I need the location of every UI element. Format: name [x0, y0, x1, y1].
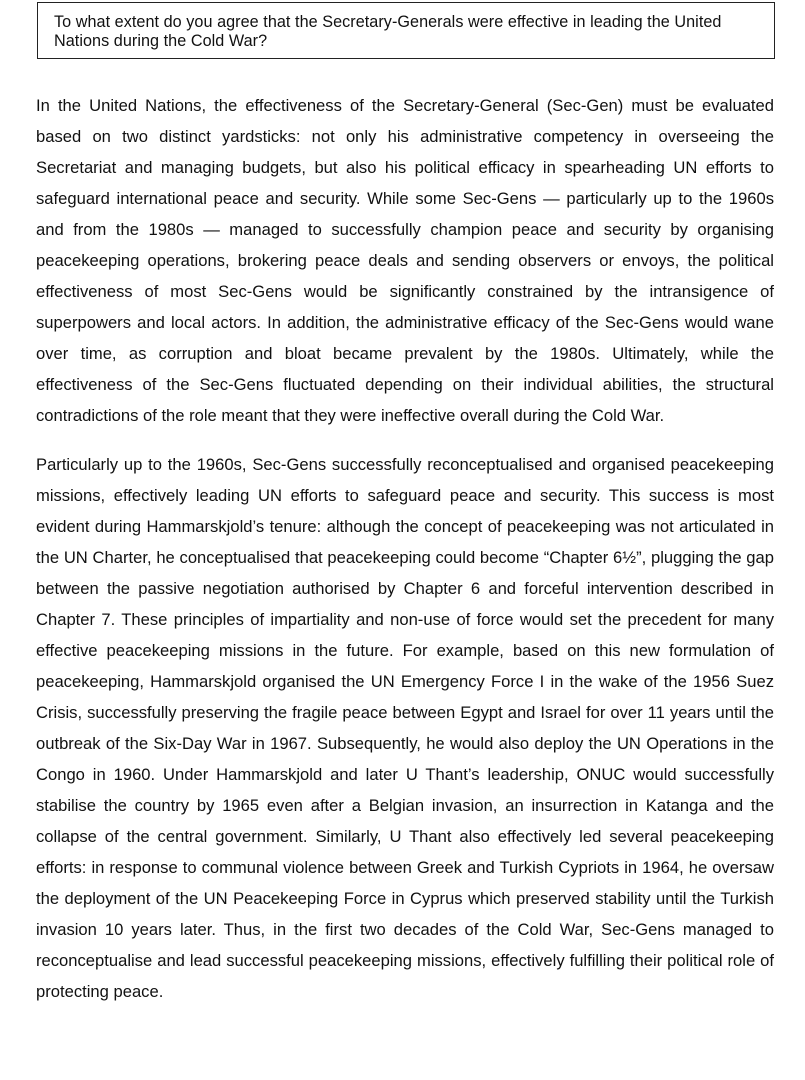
essay-question: To what extent do you agree that the Secretary-Generals were effective in leading the United Nations during the Cold War?: [54, 13, 722, 50]
essay-body: [36, 90, 774, 1007]
body-paragraph: Particularly up to the 1960s, Sec-Gens successfully reconceptualised and organised peacekeeping missions, effectively leading UN efforts to safeguard peace and security. This success is most evident during Hammarskjold’s tenure: although the concept of peacekeeping was not articulated in the UN Charter, he conceptualised that peacekeeping could become “Chapter 6½”, plugging the gap between the passive negotiation authorised by Chapter 6 and forceful intervention described in Chapter 7. These principles of impartiality and non-use of force would set the precedent for many effective peacekeeping missions in the future. For example, based on this new formulation of peacekeeping, Hammarskjold organised the UN Emergency Force I in the wake of the 1956 Suez Crisis, successfully preserving the fragile peace between Egypt and Israel for over 11 years until the outbreak of the Six-Day War in 1967. Subsequently, he would also deploy the UN Operations in the Congo in 1960. Under Hammarskjold and later U Thant’s leadership, ONUC would successfully stabilise the country by 1965 even after a Belgian invasion, an insurrection in Katanga and the collapse of the central government. Similarly, U Thant also effectively led several peacekeeping efforts: in response to communal violence between Greek and Turkish Cypriots in 1964, he oversaw the deployment of the UN Peacekeeping Force in Cyprus which preserved stability until the Turkish invasion 10 years later. Thus, in the first two decades of the Cold War, Sec-Gens managed to reconceptualise and lead successful peacekeeping missions, effectively fulfilling their political role of protecting peace.: [36, 455, 774, 1001]
intro-paragraph: In the United Nations, the effectiveness of the Secretary-General (Sec-Gen) must be evaluated based on two distinct yardsticks: not only his administrative competency in overseeing the Secretariat and managing budgets, but also his political efficacy in spearheading UN efforts to safeguard international peace and security. While some Sec-Gens — particularly up to the 1960s and from the 1980s — managed to successfully champion peace and security by organising peacekeeping operations, brokering peace deals and sending observers or envoys, the political effectiveness of most Sec-Gens would be significantly constrained by the intransigence of superpowers and local actors. In addition, the administrative efficacy of the Sec-Gens would wane over time, as corruption and bloat became prevalent by the 1980s. Ultimately, while the effectiveness of the Sec-Gens fluctuated depending on their individual abilities, the structural contradictions of the role meant that they were ineffective overall during the Cold War.: [36, 96, 774, 425]
essay-question-box: [37, 2, 775, 59]
